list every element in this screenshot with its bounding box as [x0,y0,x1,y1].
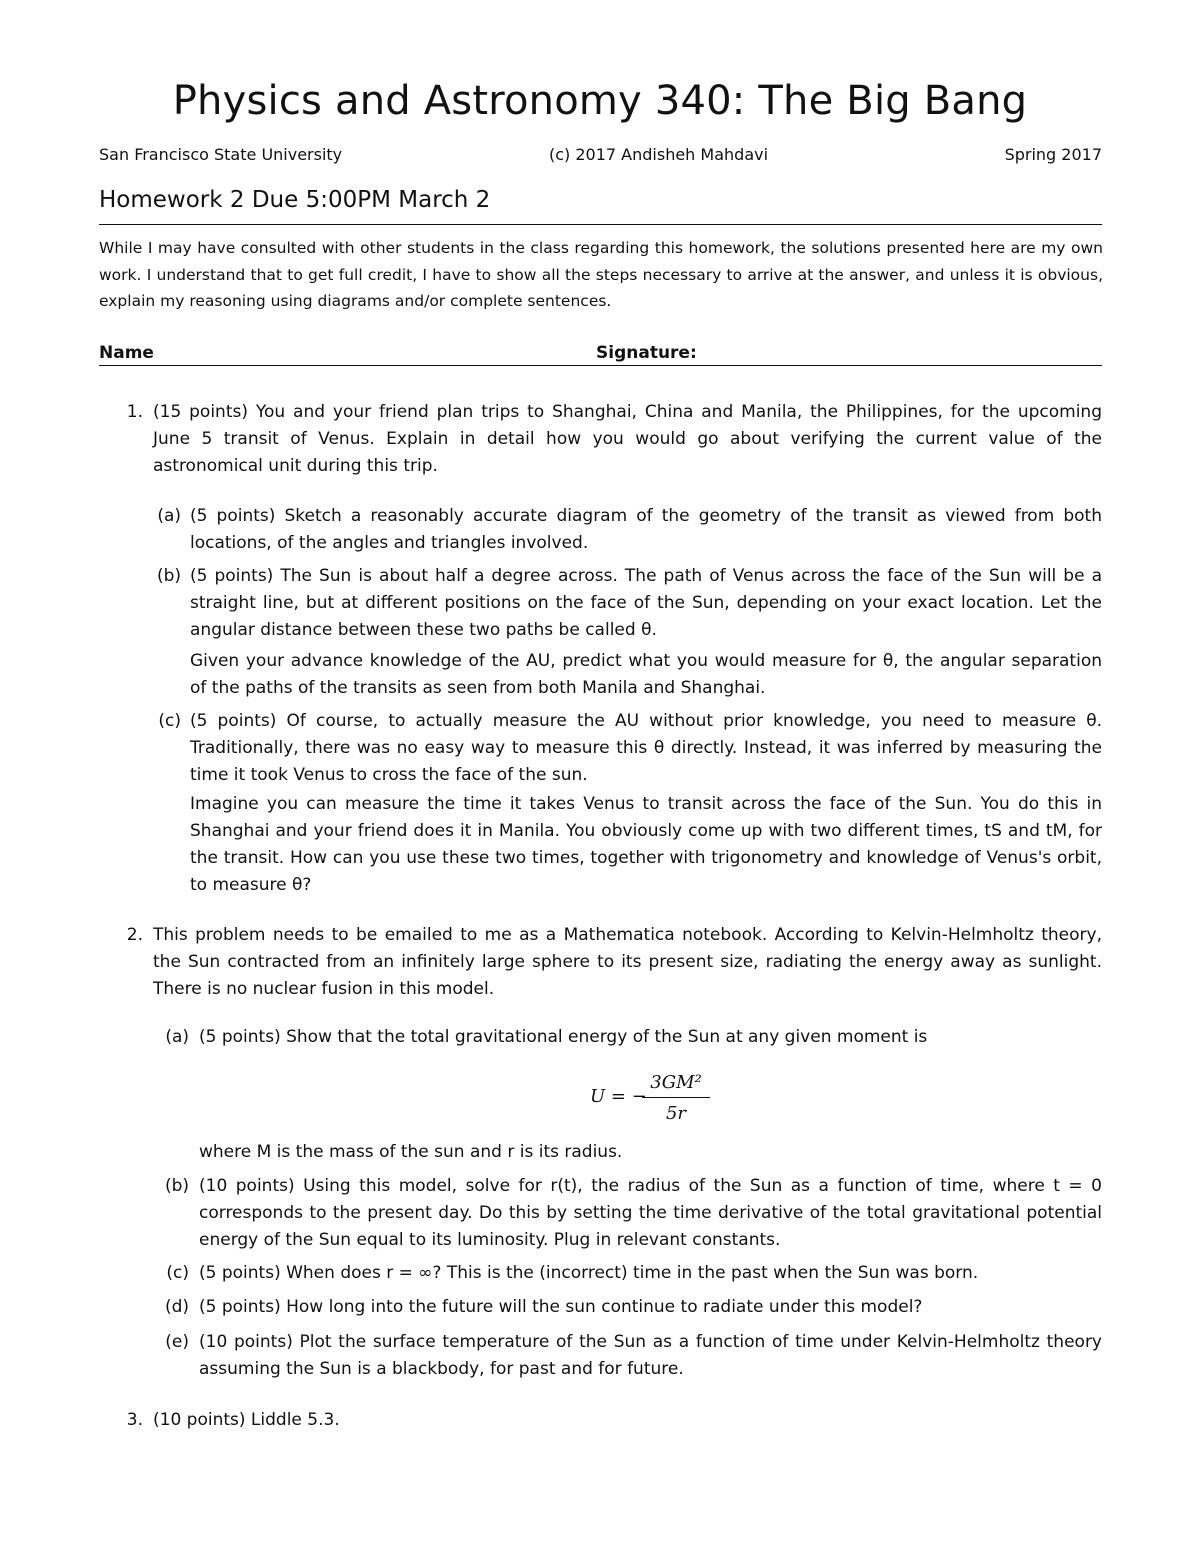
problem-1a-label: (a) [157,506,181,526]
problem-1c-text-2: Imagine you can measure the time it takes Venus to transit across the face of the Sun. You do this in Shanghai and your friend does it in Manila. You obviously come up with two different times, tS and tM, for the transit. How can you use these two times, together with trigonometry and knowledge of Venus's orbit, to measure θ? [190,794,1102,895]
page-title: Physics and Astronomy 340: The Big Bang [172,78,1028,124]
problem-1b-label: (b) [156,566,181,586]
problem-2d-label: (d) [164,1297,189,1317]
problem-2-text: This problem needs to be emailed to me as a Mathematica notebook. According to Kelvin-Helmholtz theory, the Sun contracted from an infinitely large sphere to its present size, radiating the energy away as sunlight. There is no nuclear fusion in this model. [153,925,1102,999]
copyright-notice: (c) 2017 Andisheh Mahdavi [549,145,769,164]
problem-2d-text: (5 points) How long into the future will the sun continue to radiate under this model? [199,1297,923,1317]
problem-2-number: 2. [126,925,143,945]
problem-1c-label: (c) [158,711,181,731]
problem-2c-label: (c) [166,1263,189,1283]
equation-numerator: 3GM² [642,1072,710,1098]
term-label: Spring 2017 [1004,145,1102,164]
problem-2b-text: (10 points) Using this model, solve for r(t), the radius of the Sun as a function of time, where t = 0 corresponds to the present day. Do this by setting the time derivative of the total gravitational potential energy of the Sun equal to its luminosity. Plug in relevant constants. [199,1176,1102,1250]
divider [99,224,1102,225]
name-signature-line [99,365,1102,366]
university-name: San Francisco State University [99,145,343,164]
problem-2a-text: (5 points) Show that the total gravitational energy of the Sun at any given moment is [199,1027,928,1047]
problem-2c-text: (5 points) When does r = ∞? This is the (incorrect) time in the past when the Sun was born. [199,1263,979,1283]
equation-lhs: U = − [590,1086,647,1107]
problem-1-number: 1. [126,402,143,422]
problem-2e-text: (10 points) Plot the surface temperature of the Sun as a function of time under Kelvin-Helmholtz theory assuming the Sun is a blackbody, for past and for future. [199,1332,1102,1379]
problem-2b-label: (b) [164,1176,189,1196]
homework-title: Homework 2 Due 5:00PM March 2 [99,187,491,213]
problem-3-number: 3. [126,1410,143,1430]
honor-statement: While I may have consulted with other students in the class regarding this homework, the solutions presented here are my own work. I understand that to get full credit, I have to show all the steps necessary to arrive at the answer, and unless it is obvious, explain my reasoning using diagrams and/or complete sentences. [99,239,1103,310]
problem-3-text: (10 points) Liddle 5.3. [153,1410,340,1430]
name-label: Name [99,343,154,363]
problem-2e-label: (e) [165,1332,189,1352]
signature-label: Signature: [596,343,697,363]
problem-1c-text: (5 points) Of course, to actually measure the AU without prior knowledge, you need to measure θ. Traditionally, there was no easy way to measure this θ directly. Instead, it was inferred by measuring the time it took Venus to cross the face of the sun. [190,711,1102,785]
problem-1b-text-2: Given your advance knowledge of the AU, predict what you would measure for θ, the angular separation of the paths of the transits as seen from both Manila and Shanghai. [190,651,1102,698]
equation-denominator: 5r [665,1103,687,1124]
problem-2a-after: where M is the mass of the sun and r is its radius. [199,1142,623,1162]
equation-fraction [642,1072,710,1124]
problem-1a-text: (5 points) Sketch a reasonably accurate diagram of the geometry of the transit as viewed from both locations, of the angles and triangles involved. [190,506,1102,553]
problem-2a-label: (a) [165,1027,189,1047]
problem-1b-text: (5 points) The Sun is about half a degree across. The path of Venus across the face of the Sun will be a straight line, but at different positions on the face of the Sun, depending on your exact location. Let the angular distance between these two paths be called θ. [190,566,1102,640]
problem-1-text: (15 points) You and your friend plan trips to Shanghai, China and Manila, the Philippines, for the upcoming June 5 transit of Venus. Explain in detail how you would go about verifying the current value of the astronomical unit during this trip. [153,402,1102,476]
